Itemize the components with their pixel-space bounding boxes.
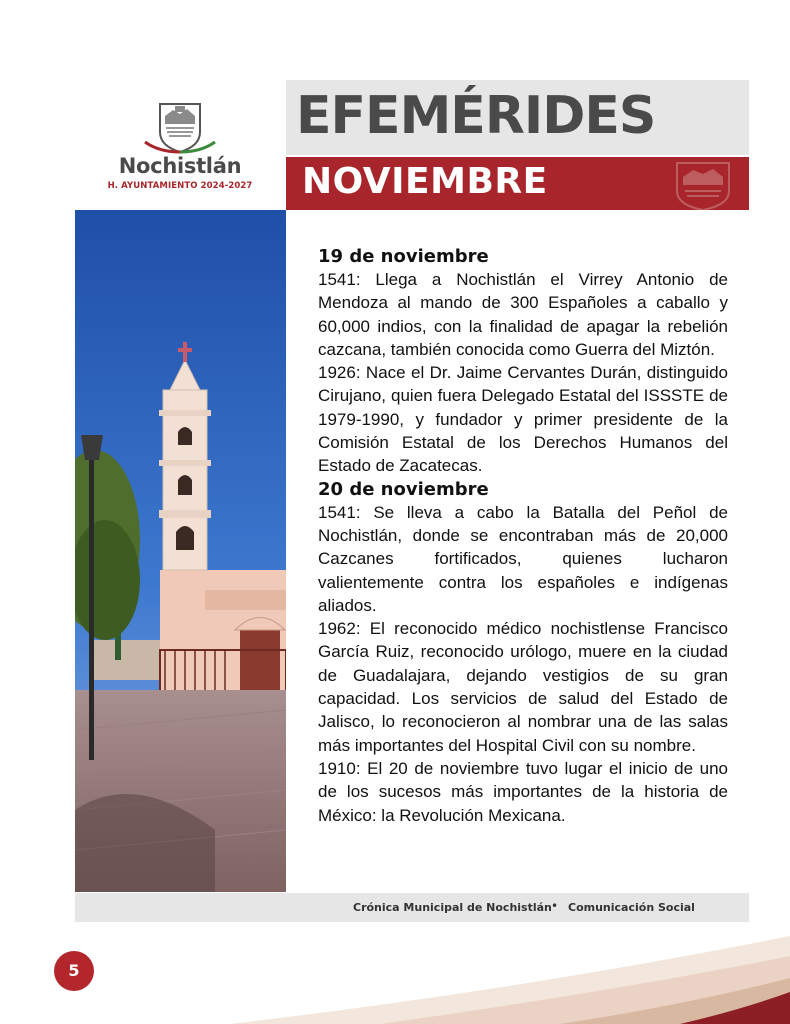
municipal-logo [75, 80, 285, 210]
coat-of-arms-icon [137, 102, 223, 154]
logo-name: Nochistlán [118, 154, 242, 178]
footer-separator: • [551, 899, 559, 913]
entry-text: 1541: Se lleva a cabo la Batalla del Peñol de Nochistlán, donde se encontraban más de 20,000 Cazcanes fortificados, quienes lucharon valientemente contra los españoles e indígenas aliados. [318, 502, 728, 615]
page-title: EFEMÉRIDES [296, 86, 656, 146]
section-date: 20 de noviembre [318, 478, 489, 500]
coat-of-arms-watermark-icon [671, 161, 735, 210]
entry-text: 1541: Llega a Nochistlán el Virrey Antonio de Mendoza al mando de 300 Españoles a caballo y 60,000 indios, con la finalidad de apagar la rebelión cazcana, también conocida como Guerra del Miztón. [318, 270, 728, 359]
entry-text: 1962: El reconocido médico nochistlense Francisco García Ruiz, reconocido urólogo, muere en la ciudad de Guadalajara, dejando vestigios de su gran capacidad. Los servicios de salud del Estado de Jalisco, lo reconocieron al nombrar una de las salas más importantes del Hospital Civil con su nombre. [318, 619, 728, 755]
entry-text: 1910: El 20 de noviembre tuvo lugar el inicio de uno de los sucesos más importantes de la historia de México: la Revolución Mexicana. [318, 758, 728, 825]
entry-text: 1926: Nace el Dr. Jaime Cervantes Durán, distinguido Cirujano, quien fuera Delegado Estatal del ISSSTE de 1979-1990, y fundador y primer presidente de la Comisión Estatal de los Derechos Humanos del Estado de Zacatecas. [318, 363, 728, 476]
footer-bar [75, 893, 749, 922]
page-number: 5 [54, 951, 94, 991]
decorative-swoosh [0, 930, 790, 1024]
logo-subtitle: H. AYUNTAMIENTO 2024-2027 [107, 181, 253, 191]
footer-communication: Comunicación Social [568, 901, 695, 914]
church-photo [75, 210, 286, 892]
section-date: 19 de noviembre [318, 246, 489, 267]
header-month-band [286, 157, 749, 210]
footer-chronicle: Crónica Municipal de Nochistlán [353, 901, 552, 914]
ephemerides-content [318, 245, 728, 827]
month-title: NOVIEMBRE [302, 161, 548, 202]
